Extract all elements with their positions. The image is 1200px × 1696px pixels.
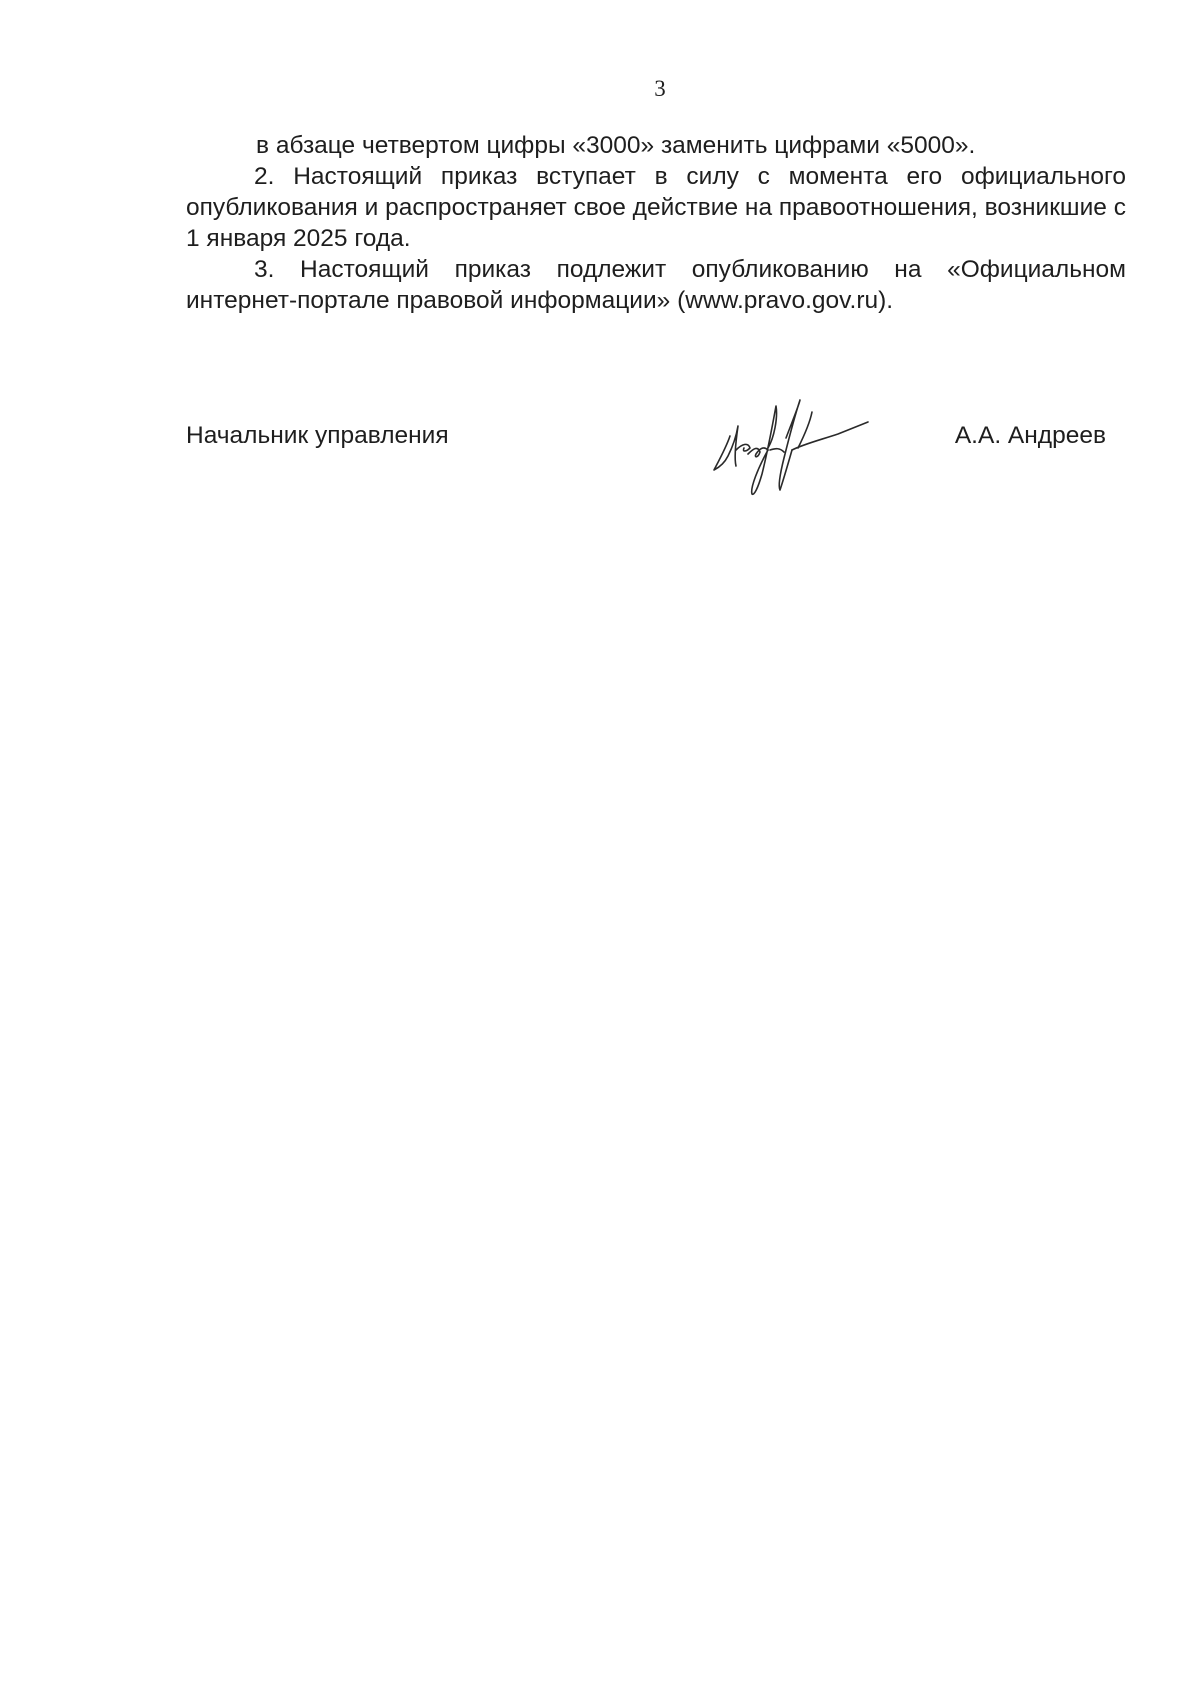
signer-name: А.А. Андреев	[954, 422, 1106, 449]
page-number: 3	[654, 76, 666, 101]
handwritten-signature	[708, 378, 878, 510]
paragraph-continued: в абзаце четвертом цифры «3000» заменить цифрами «5000».	[256, 132, 976, 159]
paragraph-item-2: 2. Настоящий приказ вступает в силу с момента его официального опубликования и распространяет свое действие на правоотношения, возникшие с 1 января 2025 года.	[186, 163, 1126, 252]
signer-title: Начальник управления	[186, 422, 449, 449]
paragraph-item-3: 3. Настоящий приказ подлежит опубликованию на «Официальном интернет-портале правовой информации» (www.pravo.gov.ru).	[186, 256, 1126, 314]
signature-block	[186, 422, 1106, 462]
document-body	[186, 130, 1126, 316]
